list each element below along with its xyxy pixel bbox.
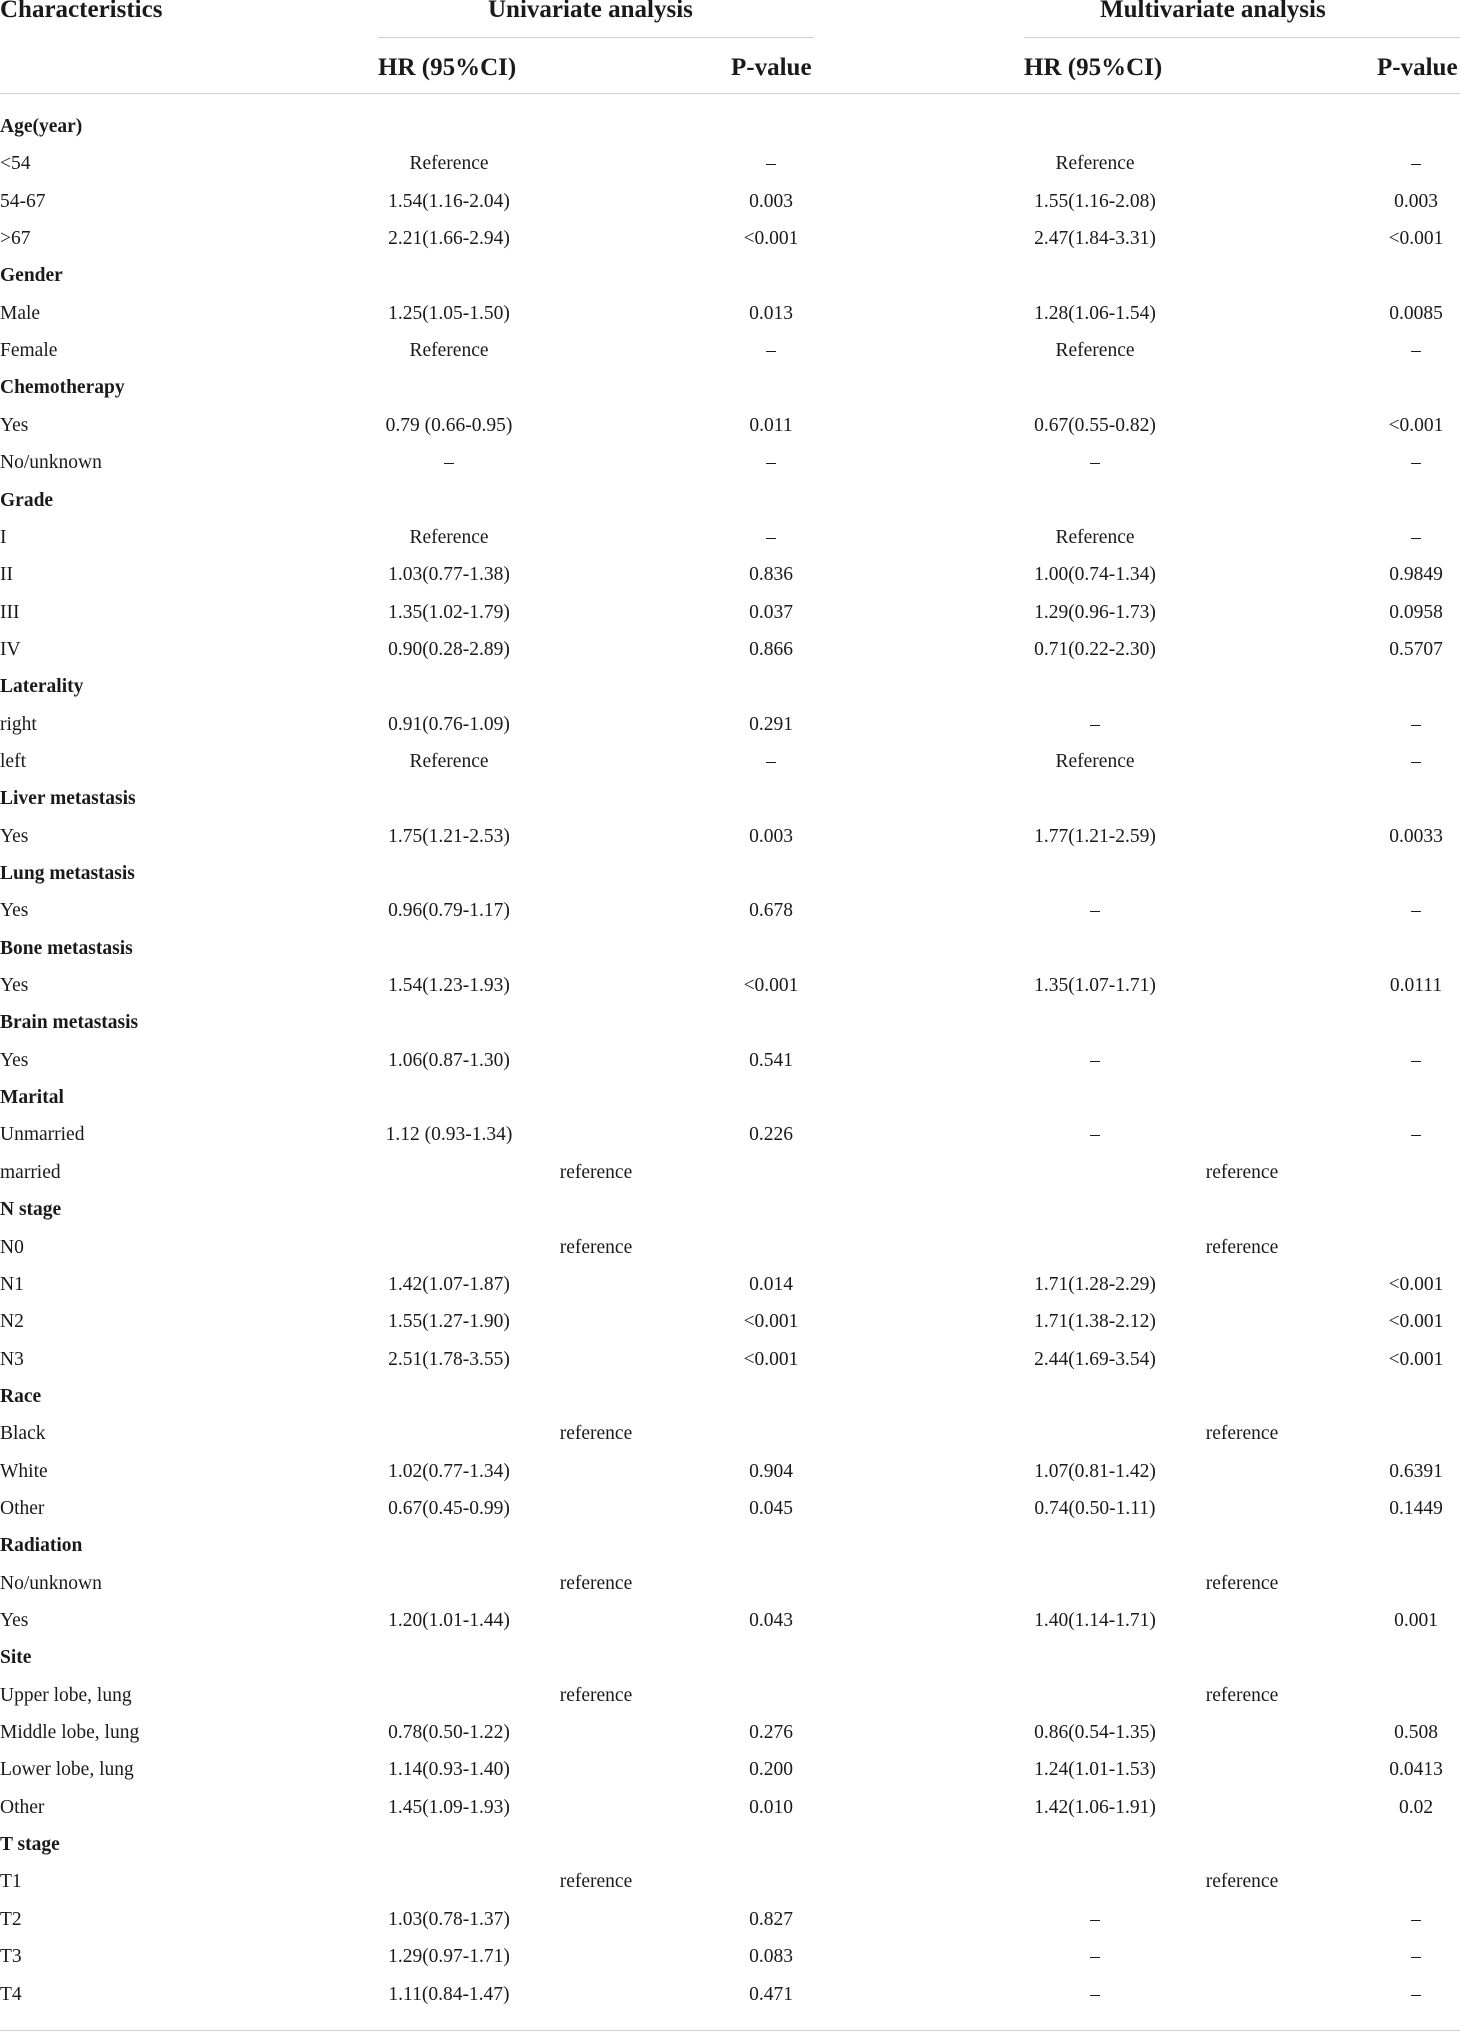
univariate-reference: reference: [559, 1236, 633, 1258]
multivariate-p-cell: –: [1411, 526, 1421, 548]
group-label: Gender: [0, 265, 63, 287]
univariate-hr-cell: 1.02(0.77-1.34): [388, 1460, 510, 1482]
multivariate-hr-cell: 1.29(0.96-1.73): [1034, 601, 1156, 623]
row-label: Middle lobe, lung: [0, 1722, 140, 1744]
univariate-hr-cell: Reference: [409, 153, 489, 175]
univariate-p-cell: 0.276: [749, 1722, 793, 1744]
multivariate-p-cell: 0.003: [1394, 190, 1438, 212]
multivariate-p-cell: –: [1411, 153, 1421, 175]
group-row: [0, 108, 1460, 145]
table-row: [0, 1453, 1460, 1490]
univariate-hr-cell: 1.42(1.07-1.87): [388, 1273, 510, 1295]
group-row: [0, 1378, 1460, 1415]
univariate-p-cell: –: [766, 526, 776, 548]
univariate-hr-cell: 1.25(1.05-1.50): [388, 302, 510, 324]
group-label: T stage: [0, 1834, 60, 1856]
univariate-p-cell: 0.541: [749, 1049, 793, 1071]
univariate-p-cell: 0.045: [749, 1497, 793, 1519]
table-row: [0, 1677, 1460, 1714]
multivariate-hr-cell: –: [1090, 1983, 1100, 2005]
multivariate-p-cell: –: [1411, 750, 1421, 772]
table-row: [0, 1229, 1460, 1266]
univariate-p-cell: 0.200: [749, 1759, 793, 1781]
multivariate-hr-cell: 1.71(1.28-2.29): [1034, 1273, 1156, 1295]
univariate-p-cell: 0.003: [749, 190, 793, 212]
multivariate-hr-cell: 1.42(1.06-1.91): [1034, 1796, 1156, 1818]
row-label: Yes: [0, 414, 29, 436]
group-row: [0, 1004, 1460, 1041]
table-row: [0, 743, 1460, 780]
row-label: T2: [0, 1908, 22, 1930]
group-row: [0, 482, 1460, 519]
univariate-reference: reference: [559, 1871, 633, 1893]
univariate-hr-cell: 1.54(1.16-2.04): [388, 190, 510, 212]
group-label: N stage: [0, 1199, 62, 1221]
group-label: Laterality: [0, 676, 84, 698]
table-row: [0, 967, 1460, 1004]
univariate-p-cell: 0.836: [749, 564, 793, 586]
univariate-hr-cell: 1.20(1.01-1.44): [388, 1610, 510, 1631]
univariate-p-cell: –: [766, 452, 776, 474]
row-label: Yes: [0, 1049, 29, 1071]
multivariate-hr-cell: –: [1090, 713, 1100, 735]
table-row: [0, 519, 1460, 556]
row-label: T4: [0, 1983, 22, 2005]
row-label: No/unknown: [0, 452, 102, 474]
multivariate-hr-cell: Reference: [1055, 526, 1135, 548]
univariate-hr-cell: 1.75(1.21-2.53): [388, 825, 510, 847]
table-row: [0, 706, 1460, 743]
group-row: [0, 1639, 1460, 1676]
table-row: [0, 1042, 1460, 1079]
multivariate-underline: [1024, 37, 1460, 38]
table-row: [0, 1938, 1460, 1975]
univariate-p-cell: 0.011: [749, 414, 793, 436]
group-row: [0, 369, 1460, 406]
multivariate-p-cell: –: [1411, 900, 1421, 922]
group-label: Race: [0, 1385, 42, 1407]
multivariate-hr-cell: 1.28(1.06-1.54): [1034, 302, 1156, 324]
univariate-p-cell: 0.014: [749, 1273, 793, 1295]
multivariate-p-cell: –: [1411, 1946, 1421, 1968]
row-label: right: [0, 713, 37, 735]
table-row: [0, 1154, 1460, 1191]
header-bottom-rule: [0, 93, 1460, 94]
table-row: [0, 1565, 1460, 1602]
row-label: T3: [0, 1946, 22, 1968]
multivariate-hr-cell: 1.24(1.01-1.53): [1034, 1759, 1156, 1781]
multivariate-p-cell: 0.0958: [1389, 601, 1443, 623]
multivariate-p-cell: –: [1411, 340, 1421, 362]
multivariate-p-cell: 0.1449: [1389, 1497, 1443, 1519]
univariate-p-cell: 0.037: [749, 601, 793, 623]
group-row: [0, 1527, 1460, 1564]
univariate-hr-cell: 1.35(1.02-1.79): [388, 601, 510, 623]
multivariate-hr-cell: 1.71(1.38-2.12): [1034, 1311, 1156, 1333]
multivariate-p-cell: 0.0111: [1389, 975, 1443, 997]
table-row: [0, 1976, 1460, 2013]
univariate-p-cell: 0.010: [749, 1796, 793, 1818]
multivariate-hr-cell: –: [1090, 1049, 1100, 1071]
row-label: I: [0, 526, 7, 548]
group-row: [0, 1826, 1460, 1863]
header-multi-p: P-value: [1377, 54, 1458, 81]
group-label: Brain metastasis: [0, 1012, 139, 1034]
univariate-p-cell: 0.043: [749, 1610, 793, 1631]
multivariate-p-cell: 0.0033: [1389, 825, 1443, 847]
univariate-reference: reference: [559, 1684, 633, 1706]
table-row: [0, 1789, 1460, 1826]
table-row: [0, 1751, 1460, 1788]
univariate-p-cell: 0.083: [749, 1946, 793, 1968]
univariate-p-cell: 0.471: [749, 1983, 793, 2005]
multivariate-reference: reference: [1205, 1871, 1279, 1893]
row-label: Other: [0, 1497, 45, 1519]
row-label: N0: [0, 1236, 24, 1258]
univariate-hr-cell: 0.91(0.76-1.09): [388, 713, 510, 735]
row-label: Upper lobe, lung: [0, 1684, 132, 1706]
multivariate-reference: reference: [1205, 1161, 1279, 1183]
univariate-hr-cell: Reference: [409, 340, 489, 362]
univariate-p-cell: <0.001: [743, 1311, 799, 1333]
row-label: Yes: [0, 975, 29, 997]
multivariate-p-cell: –: [1411, 713, 1421, 735]
univariate-hr-cell: 1.55(1.27-1.90): [388, 1311, 510, 1333]
table-bottom-rule: [0, 2030, 1460, 2031]
univariate-p-cell: <0.001: [743, 975, 799, 997]
univariate-p-cell: 0.827: [749, 1908, 793, 1930]
multivariate-p-cell: <0.001: [1388, 1348, 1444, 1370]
multivariate-hr-cell: 1.77(1.21-2.59): [1034, 825, 1156, 847]
group-label: Chemotherapy: [0, 377, 125, 399]
multivariate-p-cell: 0.02: [1398, 1796, 1434, 1818]
row-label: Female: [0, 340, 58, 362]
multivariate-p-cell: –: [1411, 452, 1421, 474]
multivariate-p-cell: 0.508: [1394, 1722, 1438, 1744]
multivariate-hr-cell: Reference: [1055, 340, 1135, 362]
table-row: [0, 444, 1460, 481]
multivariate-hr-cell: –: [1090, 900, 1100, 922]
table-row: [0, 332, 1460, 369]
univariate-hr-cell: 1.45(1.09-1.93): [388, 1796, 510, 1818]
group-row: [0, 930, 1460, 967]
group-row: [0, 780, 1460, 817]
multivariate-hr-cell: 1.35(1.07-1.71): [1034, 975, 1156, 997]
group-label: Site: [0, 1647, 32, 1669]
multivariate-hr-cell: 2.44(1.69-3.54): [1034, 1348, 1156, 1370]
table-row: [0, 1602, 1460, 1639]
univariate-hr-cell: 2.51(1.78-3.55): [388, 1348, 510, 1370]
multivariate-hr-cell: 0.67(0.55-0.82): [1034, 414, 1156, 436]
table-row: [0, 1415, 1460, 1452]
multivariate-hr-cell: –: [1090, 452, 1100, 474]
row-label: Lower lobe, lung: [0, 1759, 134, 1781]
group-label: Grade: [0, 489, 54, 511]
multivariate-p-cell: 0.0413: [1389, 1759, 1443, 1781]
header-multivariate: Multivariate analysis: [1100, 0, 1326, 23]
univariate-hr-cell: 1.12 (0.93-1.34): [385, 1124, 513, 1146]
row-label: Other: [0, 1796, 45, 1818]
univariate-hr-cell: 1.03(0.77-1.38): [388, 564, 510, 586]
table-row: [0, 183, 1460, 220]
multivariate-reference: reference: [1205, 1423, 1279, 1445]
row-label: <54: [0, 153, 31, 175]
univariate-p-cell: 0.866: [749, 638, 793, 660]
univariate-hr-cell: 0.90(0.28-2.89): [388, 638, 510, 660]
multivariate-hr-cell: 2.47(1.84-3.31): [1034, 228, 1156, 250]
row-label: Male: [0, 302, 41, 324]
group-label: Radiation: [0, 1535, 83, 1557]
table-row: [0, 1863, 1460, 1900]
multivariate-p-cell: –: [1411, 1983, 1421, 2005]
multivariate-p-cell: 0.9849: [1389, 564, 1443, 586]
row-label: Yes: [0, 1610, 29, 1631]
group-label: Marital: [0, 1087, 64, 1109]
header-multi-hr: HR (95%CI): [1024, 54, 1163, 81]
row-label: 54-67: [0, 190, 46, 212]
multivariate-p-cell: 0.0085: [1389, 302, 1443, 324]
row-label: N2: [0, 1311, 24, 1333]
univariate-p-cell: 0.678: [749, 900, 793, 922]
univariate-p-cell: <0.001: [743, 228, 799, 250]
multivariate-p-cell: <0.001: [1388, 1273, 1444, 1295]
table-row: [0, 594, 1460, 631]
table-row: [0, 1303, 1460, 1340]
row-label: No/unknown: [0, 1572, 102, 1594]
multivariate-p-cell: –: [1411, 1124, 1421, 1146]
multivariate-p-cell: –: [1411, 1049, 1421, 1071]
univariate-p-cell: 0.003: [749, 825, 793, 847]
multivariate-p-cell: <0.001: [1388, 414, 1444, 436]
table-row: [0, 556, 1460, 593]
univariate-underline: [378, 37, 814, 38]
table-row: [0, 631, 1460, 668]
univariate-hr-cell: 1.54(1.23-1.93): [388, 975, 510, 997]
row-label: T1: [0, 1871, 22, 1893]
univariate-reference: reference: [559, 1572, 633, 1594]
multivariate-hr-cell: Reference: [1055, 153, 1135, 175]
table-row: [0, 818, 1460, 855]
table-row: [0, 145, 1460, 182]
group-label: Age(year): [0, 116, 83, 137]
univariate-hr-cell: Reference: [409, 750, 489, 772]
univariate-hr-cell: 0.78(0.50-1.22): [388, 1722, 510, 1744]
row-label: N1: [0, 1273, 24, 1295]
multivariate-p-cell: 0.5707: [1389, 638, 1443, 660]
univariate-hr-cell: 0.96(0.79-1.17): [388, 900, 510, 922]
table-row: [0, 295, 1460, 332]
header-univariate: Univariate analysis: [488, 0, 693, 23]
table-row: [0, 1714, 1460, 1751]
row-label: Yes: [0, 900, 29, 922]
row-label: Yes: [0, 825, 29, 847]
multivariate-reference: reference: [1205, 1236, 1279, 1258]
multivariate-hr-cell: –: [1090, 1124, 1100, 1146]
univariate-p-cell: 0.013: [749, 302, 793, 324]
multivariate-reference: reference: [1205, 1572, 1279, 1594]
table-row: [0, 220, 1460, 257]
univariate-hr-cell: 0.67(0.45-0.99): [388, 1497, 510, 1519]
multivariate-hr-cell: 0.71(0.22-2.30): [1034, 638, 1156, 660]
multivariate-hr-cell: 1.00(0.74-1.34): [1034, 564, 1156, 586]
row-label: IV: [0, 638, 21, 660]
univariate-hr-cell: 1.14(0.93-1.40): [388, 1759, 510, 1781]
multivariate-hr-cell: –: [1090, 1946, 1100, 1968]
univariate-hr-cell: 1.03(0.78-1.37): [388, 1908, 510, 1930]
group-row: [0, 855, 1460, 892]
multivariate-p-cell: –: [1411, 1908, 1421, 1930]
multivariate-hr-cell: 0.74(0.50-1.11): [1034, 1497, 1156, 1519]
table-row: [0, 1490, 1460, 1527]
multivariate-hr-cell: 1.40(1.14-1.71): [1034, 1610, 1156, 1631]
multivariate-hr-cell: 1.55(1.16-2.08): [1034, 190, 1156, 212]
multivariate-hr-cell: 1.07(0.81-1.42): [1034, 1460, 1156, 1482]
row-label: Unmarried: [0, 1124, 85, 1146]
group-row: [0, 1079, 1460, 1116]
univariate-p-cell: 0.226: [749, 1124, 793, 1146]
table-row: [0, 892, 1460, 929]
table-row: [0, 1116, 1460, 1153]
group-label: Lung metastasis: [0, 863, 135, 884]
univariate-p-cell: 0.291: [749, 713, 793, 735]
multivariate-p-cell: 0.6391: [1389, 1460, 1443, 1482]
univariate-hr-cell: Reference: [409, 526, 489, 548]
univariate-p-cell: –: [766, 340, 776, 362]
univariate-p-cell: –: [766, 153, 776, 175]
row-label: N3: [0, 1348, 24, 1370]
multivariate-p-cell: <0.001: [1388, 1311, 1444, 1333]
header-characteristics: Characteristics: [0, 0, 163, 23]
group-label: Bone metastasis: [0, 937, 133, 959]
multivariate-hr-cell: –: [1090, 1908, 1100, 1930]
univariate-hr-cell: 1.11(0.84-1.47): [388, 1983, 510, 2005]
table-row: [0, 1266, 1460, 1303]
univariate-p-cell: 0.904: [749, 1460, 793, 1482]
univariate-hr-cell: 2.21(1.66-2.94): [388, 228, 510, 250]
row-label: Black: [0, 1423, 46, 1445]
row-label: married: [0, 1161, 61, 1183]
multivariate-reference: reference: [1205, 1684, 1279, 1706]
univariate-hr-cell: –: [444, 452, 454, 474]
multivariate-p-cell: <0.001: [1388, 228, 1444, 250]
univariate-hr-cell: 1.29(0.97-1.71): [388, 1946, 510, 1968]
multivariate-hr-cell: Reference: [1055, 750, 1135, 772]
header-uni-p: P-value: [731, 54, 812, 81]
row-label: left: [0, 750, 26, 772]
univariate-hr-cell: 1.06(0.87-1.30): [388, 1049, 510, 1071]
row-label: III: [0, 601, 20, 623]
univariate-p-cell: –: [766, 750, 776, 772]
group-row: [0, 668, 1460, 705]
group-row: [0, 257, 1460, 294]
univariate-reference: reference: [559, 1423, 633, 1445]
row-label: White: [0, 1460, 48, 1482]
header-uni-hr: HR (95%CI): [378, 54, 517, 81]
univariate-reference: reference: [559, 1161, 633, 1183]
table-row: [0, 407, 1460, 444]
row-label: II: [0, 564, 13, 586]
multivariate-p-cell: 0.001: [1394, 1610, 1438, 1631]
group-label: Liver metastasis: [0, 788, 136, 810]
univariate-p-cell: <0.001: [743, 1348, 799, 1370]
table-row: [0, 1341, 1460, 1378]
univariate-hr-cell: 0.79 (0.66-0.95): [385, 414, 513, 436]
group-row: [0, 1191, 1460, 1228]
row-label: >67: [0, 228, 31, 250]
multivariate-hr-cell: 0.86(0.54-1.35): [1034, 1722, 1156, 1744]
table-row: [0, 1901, 1460, 1938]
